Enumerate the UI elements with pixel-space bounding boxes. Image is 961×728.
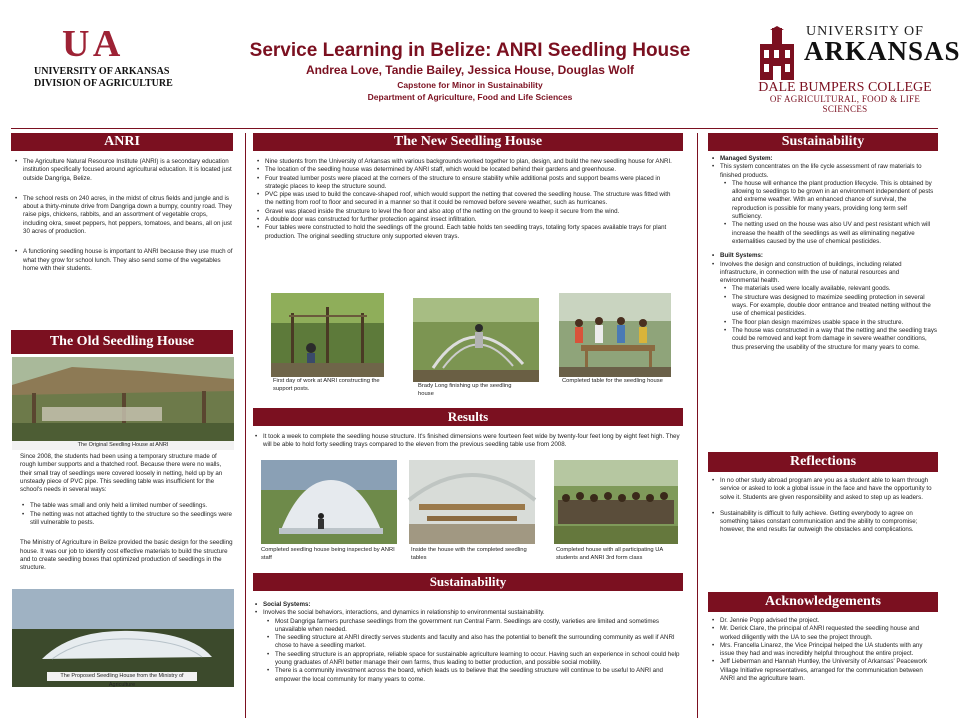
new-house-bullet: • PVC pipe was used to build the concave-shaped roof, which would support the netting that covered the seedling house. The structure was fitted with the netting from roof to floor and secured in a manner so that it could be removed before severe weather, such as hurricanes. [255,191,675,208]
poster-subtitle: Capstone for Minor in Sustainability [397,80,543,90]
top-rule [11,128,938,129]
old-house-heading: The Old Seedling House [11,330,233,354]
old-main-logo [752,26,802,82]
social-b1: • Involves the social behaviors, interactions, and dynamics in relationship to environmental sustainability. [253,609,685,617]
built-s4: • The structure was designed to maximize seedling protection in several ways. For example, double door entrance and treated netting without the use of chemical pesticides. [710,294,938,319]
old-house-b2: • The netting was not attached tightly to the structure so the seedlings were still vulnerable to pests. [20,511,234,528]
managed-s1: • The house will enhance the plant production lifecycle. This is obtained by allowing to seedlings to be grown in an environment independent of pests and extreme weather. With an enhanced chance of survival, the reproduction is possible for many years, providing long term self sufficiency. [710,180,938,221]
managed-b1: • This system concentrates on the life cycle assessment of raw materials to finished products. [710,163,938,180]
results-paragraph: • It took a week to complete the seedling house structure. It's finished dimensions were fourteen feet wide by twenty-four feet long by eight feet high. They will be able to hold forty seedling trays compared to the eleven from the previous seedling table use from 2008. [253,433,683,450]
brady-long-photo [413,298,539,382]
new-house-heading: The New Seedling House [253,133,683,151]
dbc-logo-line2: OF AGRICULTURAL, FOOD & LIFE SCIENCES [769,94,921,114]
new-house-bullets [255,158,675,241]
old-house-p1: Since 2008, the students had been using a temporary structure made of rough lumber supports and a thatched roof. Because there were no walls, their small tray of seedlings were covered loosely in netting, held up by an unsteady piece of PVC pipe. This seedling table was insufficient for the school's needs in several ways: [20,453,223,494]
new-house-bullet: • Gravel was placed inside the structure to level the floor and also atop of the netting on the ground to keep it secure from the wind. [255,208,675,216]
new-house-bullet: • Four tables were constructed to hold the seedlings off the ground. Each table holds ten seedling trays, totaling forty spaces available trays for plant production. The original seedling structure only supported eleven trays. [255,224,675,241]
sustainability-heading: Sustainability [708,133,938,151]
ack-item: • Mrs. Francella Linarez, the Vice Principal helped the UA students with any issue they had and was incredibly helpful throughout the entire project. [710,642,938,659]
completed-table-caption: Completed table for the seedling house [562,378,663,384]
social-s3: • The seedling structure is an appropriate, reliable space for sustainable agriculture learning to occur. Having such an experience in school could help young graduates of ANRI better manage their own farms, thus leading to better production, and possible social mobility. [253,651,685,668]
new-house-bullet: • The location of the seedling house was determined by ANRI staff, which would be located behind their gardens and greenhouse. [255,166,675,174]
ua-right-logo-line2: ARKANSAS [804,36,961,66]
reflections-text [710,477,938,535]
results-heading: Results [253,408,683,426]
anri-p3: • A functioning seedling house is important to ANRI because they use much of what they grow for school lunch. They also send some of the vegetables home with their students. [13,248,233,273]
construction-photo [271,293,384,377]
social-s1: • Most Dangriga farmers purchase seedlings from the government run Central Farm. Seedlings are costly, varieties are limited and sometimes unavailable when needed. [253,618,685,635]
column-divider-left [245,133,246,718]
sustainability-text [710,155,938,352]
anri-text [13,158,233,273]
sustainability-social-text [253,601,685,684]
ua-right-logo-line1: UNIVERSITY OF [806,24,924,39]
column-divider-right [697,133,698,718]
acknowledgements-heading: Acknowledgements [708,592,938,612]
brady-long-caption: Brady Long finishing up the seedling house [418,383,512,397]
social-s2: • The seedling structure at ANRI directly serves students and faculty and also has the potential to benefit the surrounding community as well if ANRI chose to have a seedling market. [253,634,685,651]
ua-logo-mark: U A [62,23,119,65]
group-photo [554,460,678,544]
social-s4: • There is a community investment across the board, which leads us to believe that the seedling structure will continue to be useful to ANRI and empower the local community for many years to come. [253,667,685,684]
old-house-text [20,453,234,573]
social-lead: • Social Systems: [253,601,685,609]
managed-s2: • The netting used on the house was also UV and pest resistant which will increase the health of the seedlings as well as eliminating negative externalities caused by the use of chemical pesticides. [710,221,938,246]
reflections-b1: • In no other study abroad program are you as a student able to learn through service or asked to look a global issue in the face and have the opportunity to solve it. Students are given responsibility and asked to step up as leaders. [710,477,938,502]
new-house-bullet: • A double door was constructed for further protection against insect infiltration. [255,216,675,224]
completed-table-photo [559,293,671,377]
managed-lead: • Managed System: [710,155,938,163]
results-text [253,433,683,450]
poster-authors: Andrea Love, Tandie Bailey, Jessica House, Douglas Wolf [305,63,635,77]
old-house-b1: • The table was small and only held a limited number of seedlings. [20,502,234,510]
built-b2: • Involves the design and construction of buildings, including related infrastructure, in connection with the use of natural resources and environmental health. [710,261,938,286]
new-house-bullet: • Four treated lumber posts were placed at the corners of the structure to ensure stability while additional posts and support beams were placed in strategic places to keep the structure sound. [255,175,675,192]
construction-caption: First day of work at ANRI constructing the support posts. [273,378,380,392]
new-house-bullet: • Nine students from the University of Arkansas with various backgrounds worked together to plan, design, and build the new seedling house for ANRI. [255,158,675,166]
inspected-house-photo [261,460,397,544]
poster-department: Department of Agriculture, Food and Life Sciences [367,92,573,102]
inside-house-caption: Inside the house with the completed seedling tables [411,547,527,561]
ack-item: • Dr. Jennie Popp advised the project. [710,617,938,625]
ua-logo-line2: DIVISION OF AGRICULTURE [34,78,173,89]
group-photo-caption: Completed house with all participating UA students and ANRI 3rd form class [556,547,663,561]
old-house-p2: The Ministry of Agriculture in Belize provided the basic design for the seedling house. It was our job to identify cost effective materials to build the structure and to create seedling boxes that optimized production of seedlings in the structure. [20,539,233,572]
built-s6: • The house was constructed in a way that the netting and the seedling trays could be removed and kept from damage in severe weather conditions, thus preserving the usability of the structure for many years to come. [710,327,938,352]
reflections-b2: • Sustainability is difficult to fully achieve. Getting everybody to agree on something takes constant communication and the ability to compromise; however, the end results far outweigh the obstacles and complications. [710,510,938,535]
built-s5: • The floor plan design maximizes usable space in the structure. [710,319,938,327]
old-house-caption: The Original Seedling House at ANRI [12,441,234,450]
ua-logo-line1: UNIVERSITY OF ARKANSAS [34,66,170,77]
inspected-house-caption: Completed seedling house being inspected by ANRI staff [261,547,395,561]
ack-item: • Mr. Derick Clare, the principal of ANRI requested the seedling house and worked diligently with the UA to see the project through. [710,625,938,642]
anri-p2: • The school rests on 240 acres, in the midst of citrus fields and jungle and is about a thirty-minute drive from Dangriga down a bumpy, country road. They raise pigs, chickens, rabbits, and an assortment of vegetable crops, including okra, sweet peppers, hot peppers, tomatoes, and beans, all on just 30 acres of production. [13,195,233,236]
reflections-heading: Reflections [708,452,938,472]
anri-p1: • The Agriculture Natural Resource Institute (ANRI) is a secondary education institution specifically focused around agricultural education. It is located just outside Dangriga, Belize. [13,158,233,183]
anri-heading: ANRI [11,133,233,151]
built-s3: • The materials used were locally available, relevant goods. [710,285,938,293]
built-lead: • Built Systems: [710,252,938,260]
acknowledgements-list [710,617,938,683]
sustainability-social-heading: Sustainability [253,573,683,591]
poster-title: Service Learning in Belize: ANRI Seedling House [249,40,691,61]
proposed-house-caption: The Proposed Seedling House from the Ministry of Agriculture [47,672,197,681]
dbc-logo-line1: DALE BUMPERS COLLEGE [752,80,938,96]
old-seedling-house-photo [12,357,234,441]
ack-item: • Jeff Lieberman and Hannah Huntley, the University of Arkansas' Peacework Village Initiative representatives, arranged for the communication between ANRI and the agriculture team. [710,658,938,683]
inside-house-photo [409,460,535,544]
